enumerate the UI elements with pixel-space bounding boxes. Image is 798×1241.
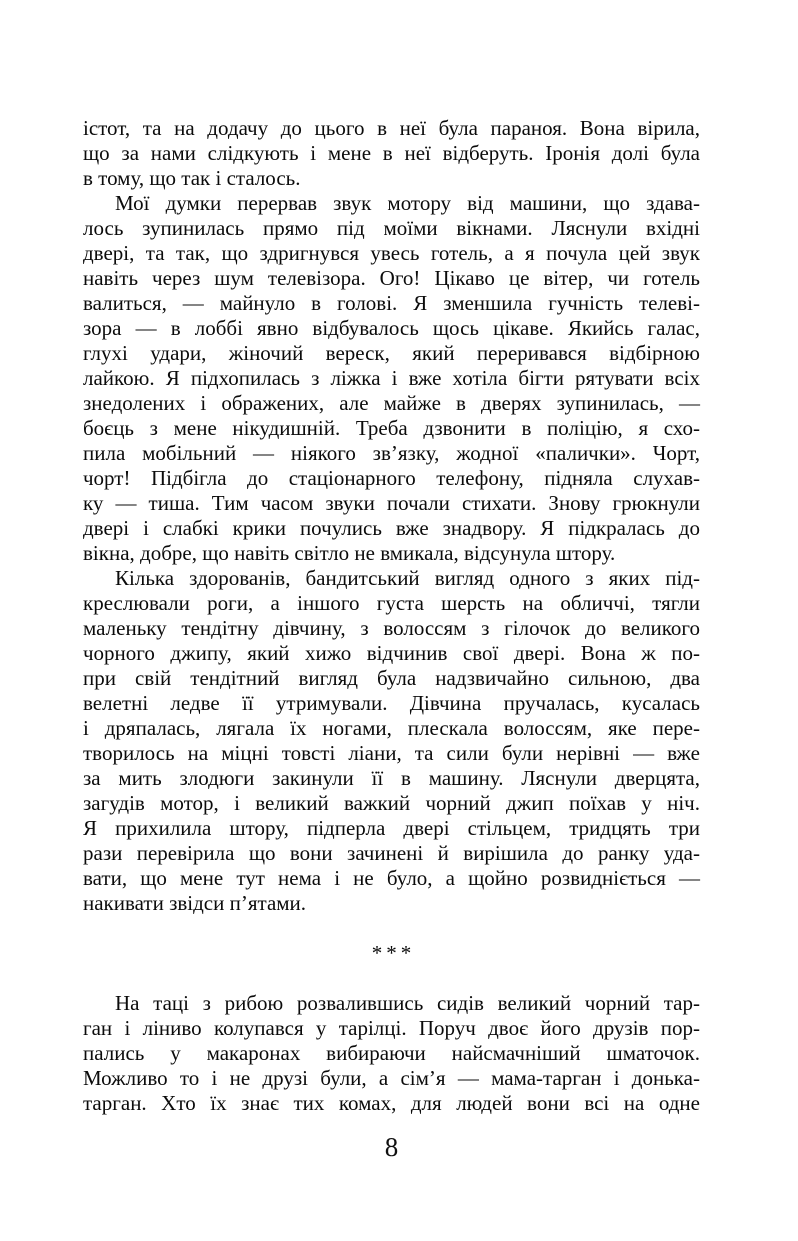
text-line: чорт! Підбігла до стаціонарного телефону, підняла слухав- (83, 466, 700, 490)
text-line: пила мобільний — ніякого зв’язку, жодної «палички». Чорт, (83, 441, 700, 465)
text-line: лайкою. Я підхопилась з ліжка і вже хотіла бігти рятувати всіх (83, 366, 700, 390)
text-line: Мої думки перервав звук мотору від машини, що здава- (115, 191, 700, 215)
text-line: велетні ледве її утримували. Дівчина пручалась, кусалась (83, 691, 700, 715)
paragraph (83, 991, 700, 1116)
text-line: тарган. Хто їх знає тих комах, для людей вони всі на одне (83, 1091, 700, 1115)
text-line: навіть через шум телевізора. Ого! Цікаво це вітер, чи готель (83, 266, 700, 290)
page-number: 8 (384, 1132, 399, 1162)
page-text-block (83, 116, 700, 1116)
text-line: вати, що мене тут нема і не було, а щойно розвидніється — (83, 866, 700, 890)
text-line: лось зупинилась прямо під моїми вікнами. Ляснули вхідні (83, 216, 700, 240)
section-separator: *** (371, 941, 416, 965)
paragraph (83, 116, 700, 191)
text-line: і дряпалась, лягала їх ногами, плескала волоссям, яке пере- (83, 716, 700, 740)
text-line: Я прихилила штору, підперла двері стільцем, тридцять три (83, 816, 700, 840)
text-line: маленьку тендітну дівчину, з волоссям з гілочок до великого (83, 616, 700, 640)
text-line: Кілька здорованів, бандитський вигляд одного з яких під- (115, 566, 700, 590)
text-line: На таці з рибою розвалившись сидів великий чорний тар- (115, 991, 700, 1015)
text-line: боєць з мене нікудишній. Треба дзвонити в поліцію, я схо- (83, 416, 700, 440)
paragraph (83, 566, 700, 916)
text-line: рази перевірила що вони зачинені й вирішила до ранку уда- (83, 841, 700, 865)
text-line: ку — тиша. Тим часом звуки почали стихати. Знову грюкнули (83, 491, 700, 515)
text-line: вікна, добре, що навіть світло не вмикала, відсунула штору. (83, 541, 616, 565)
text-line: за мить злодюги закинули її в машину. Ляснули дверцята, (83, 766, 700, 790)
text-line: знедолених і ображених, але майже в дверях зупинилась, — (83, 391, 700, 415)
text-line: креслювали роги, а іншого густа шерсть на обличчі, тягли (83, 591, 700, 615)
text-line: загудів мотор, і великий важкий чорний джип поїхав у ніч. (83, 791, 700, 815)
text-line: при свій тендітний вигляд була надзвичайно сильною, два (83, 666, 700, 690)
text-line: валиться, — майнуло в голові. Я зменшила гучність телеві- (83, 291, 700, 315)
text-line: зора — в лоббі явно відбувалось щось цікаве. Якийсь галас, (83, 316, 700, 340)
text-line: що за нами слідкують і мене в неї відберуть. Іронія долі була (83, 141, 700, 165)
text-line: глухі удари, жіночий вереск, який переривався відбірною (83, 341, 700, 365)
text-line: творилось на міцні товсті ліани, та сили були нерівні — вже (83, 741, 700, 765)
text-line: накивати звідси п’ятами. (83, 891, 307, 915)
text-line: двері, та так, що здригнувся увесь готель, а я почула цей звук (83, 241, 700, 265)
text-line: двері і слабкі крики почулись вже знадвору. Я підкралась до (83, 516, 700, 540)
text-line: в тому, що так і сталось. (83, 166, 301, 190)
text-line: пались у макаронах вибираючи найсмачніший шматочок. (83, 1041, 700, 1065)
paragraph (83, 191, 700, 566)
text-line: ган і ліниво колупався у тарілці. Поруч двоє його друзів пор- (83, 1016, 700, 1040)
text-line: Можливо то і не друзі були, а сім’я — мама-тарган і донька- (83, 1066, 700, 1090)
text-line: чорного джипу, який хижо відчинив свої двері. Вона ж по- (83, 641, 700, 665)
text-line: істот, та на додачу до цього в неї була параноя. Вона вірила, (83, 116, 700, 140)
